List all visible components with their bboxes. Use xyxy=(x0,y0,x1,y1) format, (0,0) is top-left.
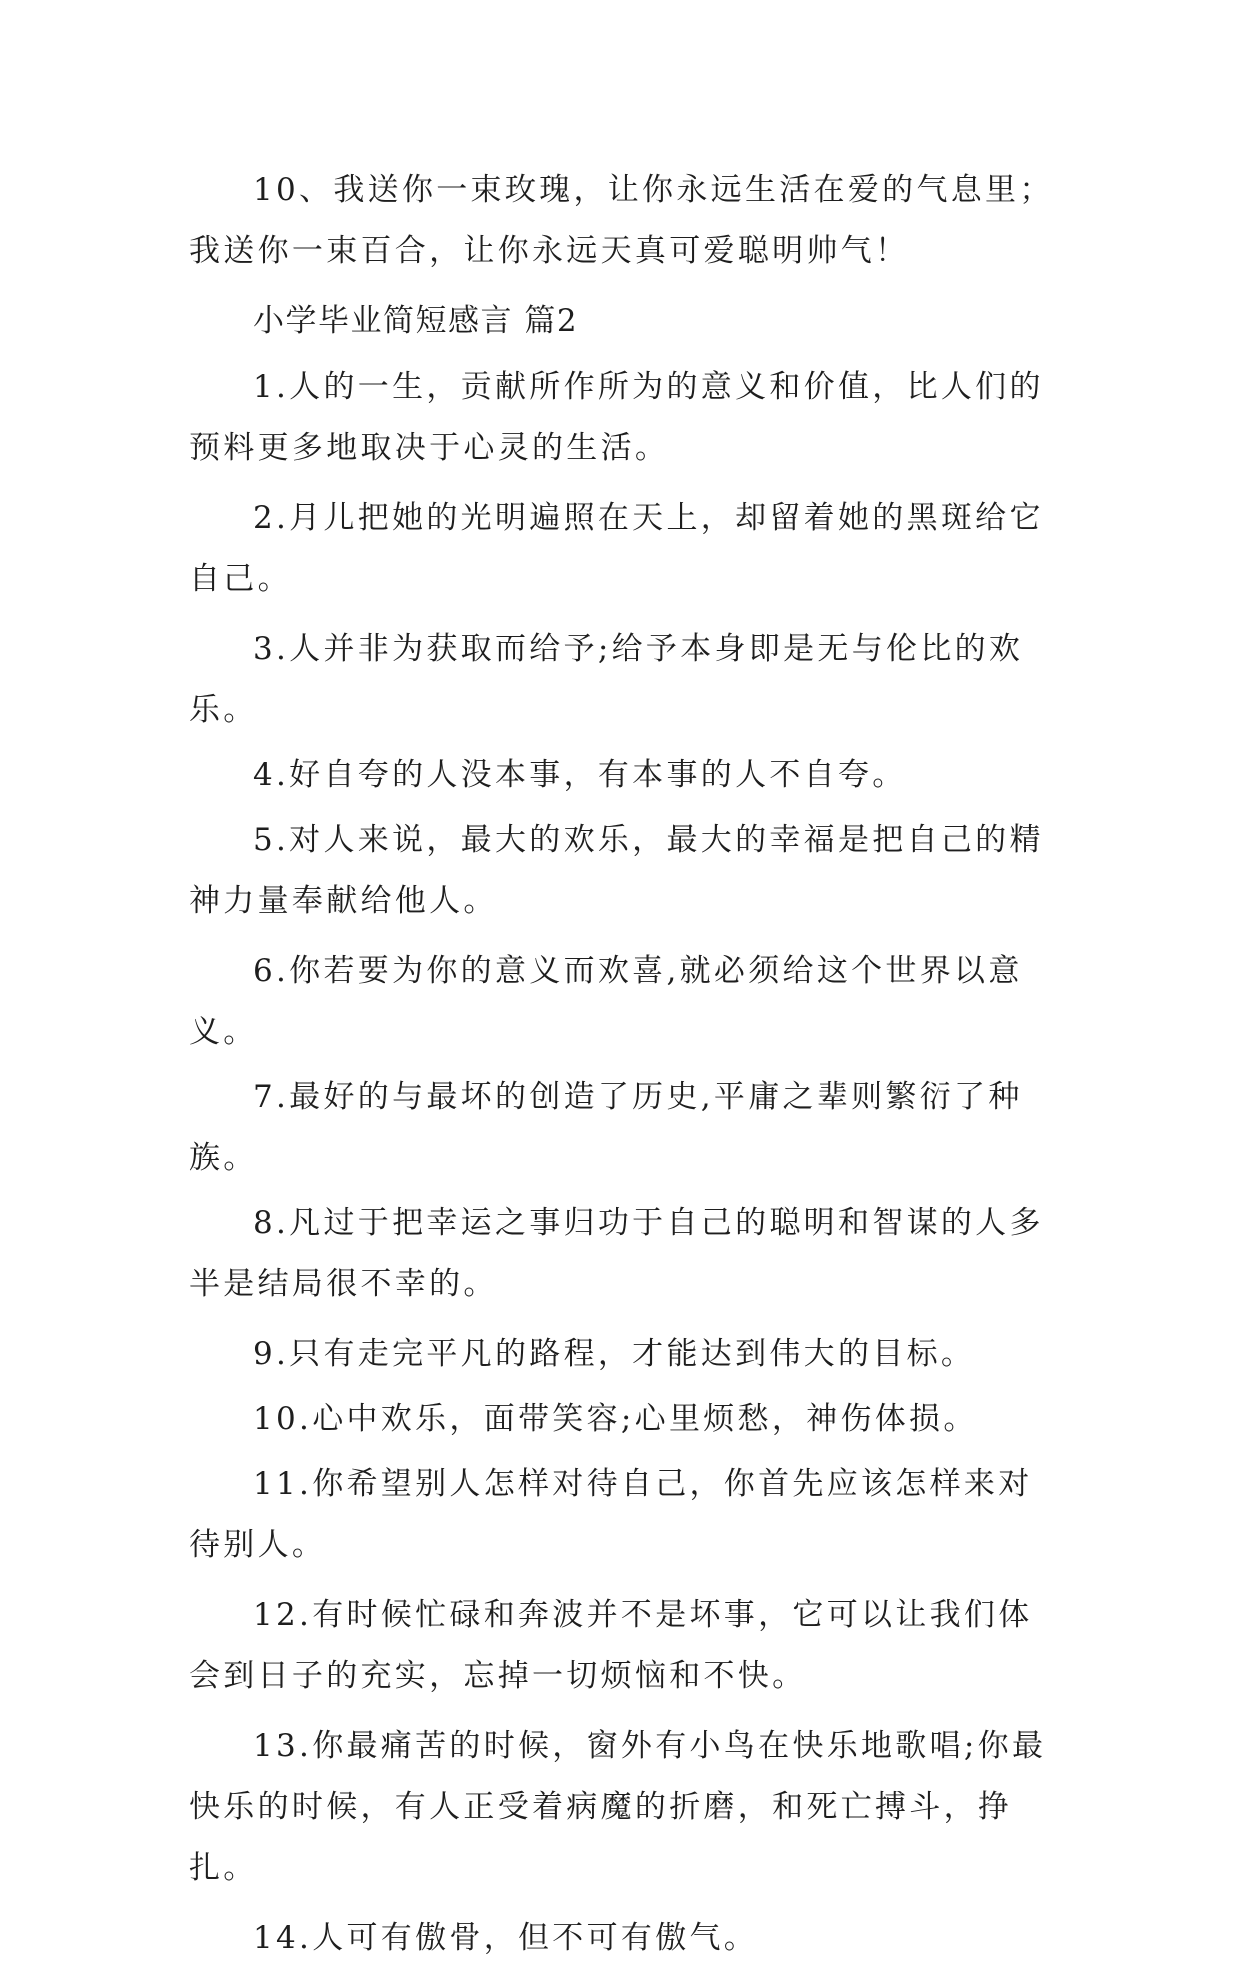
list-item: 8.凡过于把幸运之事归功于自己的聪明和智谋的人多半是结局很不幸的。 xyxy=(189,1205,1044,1302)
list-item: 2.月儿把她的光明遍照在天上，却留着她的黑斑给它自己。 xyxy=(189,500,1044,597)
list-item: 13.你最痛苦的时候，窗外有小鸟在快乐地歌唱;你最快乐的时候，有人正受着病魔的折磨，和死亡搏斗，挣扎。 xyxy=(189,1728,1047,1886)
list-item: 1.人的一生，贡献所作所为的意义和价值，比人们的预料更多地取决于心灵的生活。 xyxy=(189,369,1044,466)
list-item: 12.有时候忙碌和奔波并不是坏事，它可以让我们体会到日子的充实，忘掉一切烦恼和不快。 xyxy=(189,1597,1033,1694)
list-item: 4.好自夸的人没本事，有本事的人不自夸。 xyxy=(253,757,907,793)
section-title: 小学毕业简短感言 篇2 xyxy=(253,303,579,339)
list-item: 14.人可有傲骨，但不可有傲气。 xyxy=(253,1920,759,1956)
list-item: 7.最好的与最坏的创造了历史,平庸之辈则繁衍了种族。 xyxy=(189,1079,1023,1176)
document-body xyxy=(189,160,1059,1978)
list-item: 5.对人来说，最大的欢乐，最大的幸福是把自己的精神力量奉献给他人。 xyxy=(189,822,1044,919)
list-item: 11.你希望别人怎样对待自己，你首先应该怎样来对待别人。 xyxy=(189,1466,1033,1563)
list-item: 6.你若要为你的意义而欢喜,就必须给这个世界以意义。 xyxy=(189,953,1023,1050)
intro-paragraph: 10、我送你一束玫瑰，让你永远生活在爱的气息里；我送你一束百合，让你永远天真可爱聪明帅气！ xyxy=(189,172,1054,269)
list-item: 10.心中欢乐，面带笑容;心里烦愁，神伤体损。 xyxy=(253,1401,978,1437)
list-item: 9.只有走完平凡的路程，才能达到伟大的目标。 xyxy=(253,1336,976,1372)
list-item: 3.人并非为获取而给予;给予本身即是无与伦比的欢乐。 xyxy=(189,631,1024,728)
